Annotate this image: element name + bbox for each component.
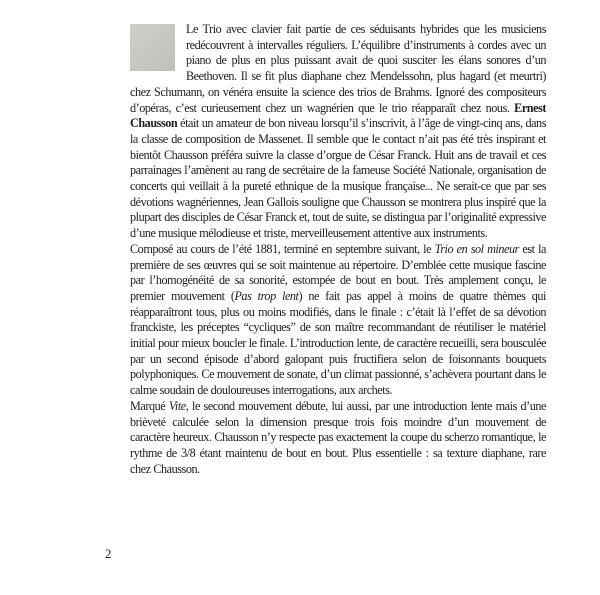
body-text: est la première de ses œuvres qui se soit maintenue au répertoire. D’emblée cette musique fascine par l’homogénéité de sa sonorité, estompée de bout en bout. Très amplement conçu, le premier mouvement ( [130,241,546,303]
italic-text: Trio en sol mineur [434,241,519,256]
liner-notes-text [130,22,546,477]
paragraph [130,399,546,478]
paragraph [130,242,546,399]
body-text: ) ne fait pas appel à moins de quatre thèmes qui réapparaîtront tous, plus ou moins modifiés, dans le finale : c’était là l’effet de sa dévotion franckiste, les préceptes “cycliques” de son maître recommandant de réutiliser le matériel initial pour mieux boucler le finale. L’introduction lente, de caractère recueilli, sera bousculée par un second épisode d’abord galopant puis fructifiera selon de foisonnants bouquets polyphoniques. Ce mouvement de sonate, d’un climat passionné, s’achèvera pourtant dans le calme soudain de douloureuses interrogations, aux archets. [130,288,546,398]
body-text: Marqué [130,398,169,413]
body-text: Le Trio avec clavier fait partie de ces séduisants hybrides que les musiciens redécouvrent à intervalles réguliers. L’équilibre d’instruments à cordes avec un piano de plus en plus puissant avait de quoi susciter les élans sonores d’un Beethoven. Il se fit plus diaphane chez Mendelssohn, plus hagard (et meurtri) chez Schumann, on vénéra ensuite la science des trios de Brahms. Ignoré des compositeurs d’opéras, c’est curieusement chez un wagnérien que le trio réapparaît chez nous. [130,22,546,115]
body-text: Composé au cours de l’été 1881, terminé en septembre suivant, le [130,241,435,256]
page-number: 2 [105,546,112,561]
body-text: était un amateur de bon niveau lorsqu’il s’inscrivit, à l’âge de vingt-cinq ans, dans la classe de composition de Massenet. Il semble que le contact n’ait pas été très inspirant et bientôt Chausson préféra suivre la classe d’orgue de César Franck. Huit ans de travail et ces parrainages l’amènent au rang de secrétaire de la fameuse Société Nationale, organisation de concerts qui veillait à la pureté ethnique de la musique française... Ne serait-ce que par ses dévotions wagnériennes, Jean Gallois souligne que Chausson se montrera plus inspiré que la plupart des disciples de César Franck et, tout de suite, se distingua par l’originalité expressive d’une musique mélodieuse et triste, merveilleusement attentive aux instruments. [130,116,546,241]
body-text: , le second mouvement débute, lui aussi, par une introduction lente mais d’une brièveté calculée selon la dimension presque trois fois moindre d’un mouvement de caractère heureux. Chausson n’y respecte pas exactement la coupe du scherzo romantique, le rythme de 3/8 étant maintenu de bout en bout. Plus essentielle : sa texture diaphane, rare chez Chausson. [130,398,546,476]
italic-text: Vite [168,398,186,413]
bold-text: Ernest Chausson [130,100,546,131]
italic-text: Pas trop lent [234,288,299,303]
paragraph [130,22,546,242]
image-placeholder-square [130,24,175,71]
